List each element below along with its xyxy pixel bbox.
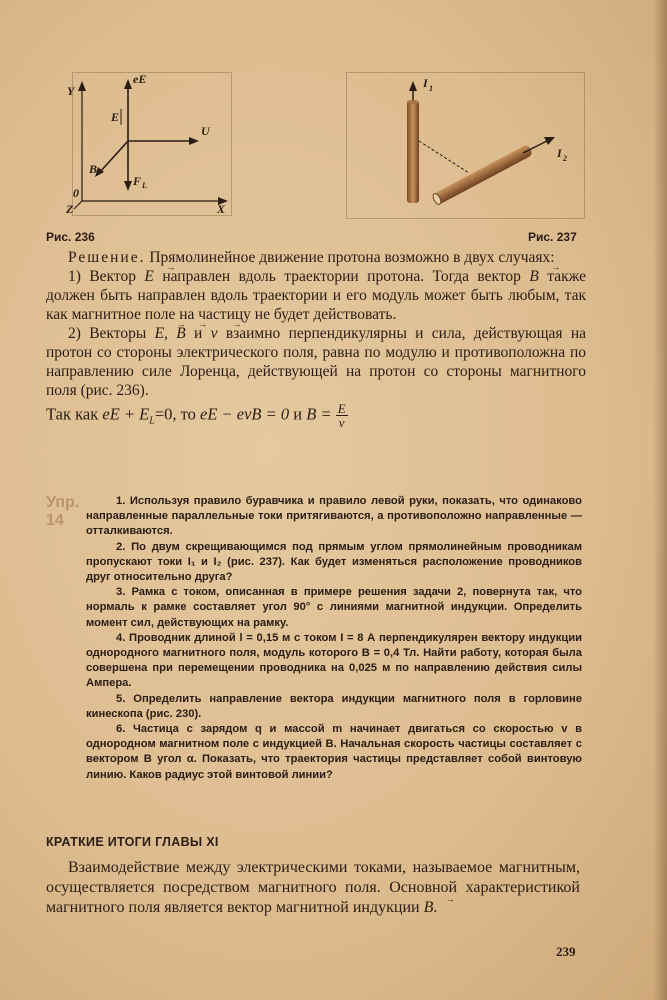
formula-2: eE − evB = 0 <box>200 404 290 424</box>
figure-236-caption: Рис. 236 <box>46 230 95 244</box>
fl-sub-label: L <box>142 181 147 190</box>
b-label: B <box>89 162 98 176</box>
figure-237-caption: Рис. 237 <box>528 230 577 244</box>
solution-lead-word: Решение. <box>68 249 146 266</box>
z-label: Z <box>66 202 74 216</box>
formula-1: eE + E <box>102 404 150 424</box>
solution-formula-line: Так как eE + $E_L=0$, то eE − evB = 0 и B = $\frac{E}{v}$ <box>46 401 346 430</box>
origin-label: 0 <box>73 186 79 200</box>
exercise-label: Упр. 14 <box>46 494 80 529</box>
formula-3: B = <box>306 404 332 424</box>
exercise-item: 2. По двум скрещивающимся под прямым углом прямолинейным проводникам пропускают токи I₁ и I₂ (рис. 237). Как будет изменяться расположение проводников друг относительно друга? <box>86 540 582 584</box>
distance-line <box>419 141 469 173</box>
i2-label: I <box>557 146 562 160</box>
conductor-2 <box>432 144 533 205</box>
eE-label: eE <box>133 72 147 86</box>
exercise-item: 5. Определить направление вектора индукции магнитного поля в горловине кинескопа (рис. 230). <box>86 692 582 720</box>
chapter-summary-text: Взаимодействие между электрическими токами, называемое магнитным, осуществляется посредством магнитного поля. Основной характеристикой магнитного поля является вектор магнитной индукции → B. <box>46 858 580 918</box>
figure-236-diagram <box>66 72 231 216</box>
figure-237 <box>346 72 585 219</box>
y-label: Y <box>67 84 75 98</box>
exercise-list <box>86 494 582 783</box>
figure-236 <box>66 72 232 216</box>
chapter-summary-title: КРАТКИЕ ИТОГИ ГЛАВЫ XI <box>46 835 219 849</box>
page-number: 239 <box>556 944 576 959</box>
conductor-1 <box>407 101 419 203</box>
i1-sub-label: 1 <box>429 84 433 93</box>
exercise-item: 1. Используя правило буравчика и правило левой руки, показать, что одинаково направленные параллельные токи притягиваются, а противоположно направленные — отталкиваются. <box>86 495 582 538</box>
vector-b: → B <box>529 268 538 285</box>
figure-237-diagram <box>347 73 584 218</box>
vector-e: → E <box>144 268 153 285</box>
exercise-item: 6. Частица с зарядом q и массой m начинает двигаться со скоростью v в однородном магнитном поле с индукцией B. Начальная скорость частицы составляет с вектором B угол α. Показать, что траектория частицы представляет собой винтовую линию. Каков радиус этой винтовой линии? <box>86 723 582 781</box>
fl-label: F <box>133 174 142 188</box>
e-label: E <box>111 110 120 124</box>
exercise-item: 4. Проводник длиной l = 0,15 м с током I = 8 А перпендикулярен вектору индукции однородного магнитного поля, модуль которого B = 0,4 Тл. Найти работу, которая была совершена при перемещении проводника на 0,025 м по направлению действия силы Ампера. <box>86 631 582 690</box>
exercise-item: 3. Рамка с током, описанная в примере решения задачи 2, повернута так, что нормаль к рамке составляет угол 90° с линиями магнитной индукции. Определить момент сил, действующих на рамку. <box>86 586 582 629</box>
i2-sub-label: 2 <box>563 154 567 163</box>
x-label: X <box>217 202 226 216</box>
i1-label: I <box>423 76 428 90</box>
z-axis <box>74 201 82 209</box>
page-spine-shadow <box>653 0 667 1000</box>
solution-paragraph-3: 2) Векторы → E, → B и → v взаимно перпендикулярны и сила, действующая на протон со стороны электрического поля, равна по модулю и противоположна по направлению силе Лоренца, действующей на протон со стороны магнитного поля (рис. 236). <box>46 324 586 400</box>
fraction: $\frac{E}{v}$ <box>337 401 346 430</box>
u-label: U <box>201 124 210 138</box>
b-vector <box>99 141 128 173</box>
vector-b-summary: → B <box>424 899 434 916</box>
solution-paragraph-1: Решение. Прямолинейное движение протона возможно в двух случаях: <box>68 249 555 266</box>
solution-text <box>46 248 586 431</box>
solution-paragraph-2: 1) Вектор → E направлен вдоль траектории протона. Тогда вектор → B также должен быть направлен вдоль траектории и его модуль может быть любым, так как магнитное поле на частицу не будет действовать. <box>46 267 586 324</box>
